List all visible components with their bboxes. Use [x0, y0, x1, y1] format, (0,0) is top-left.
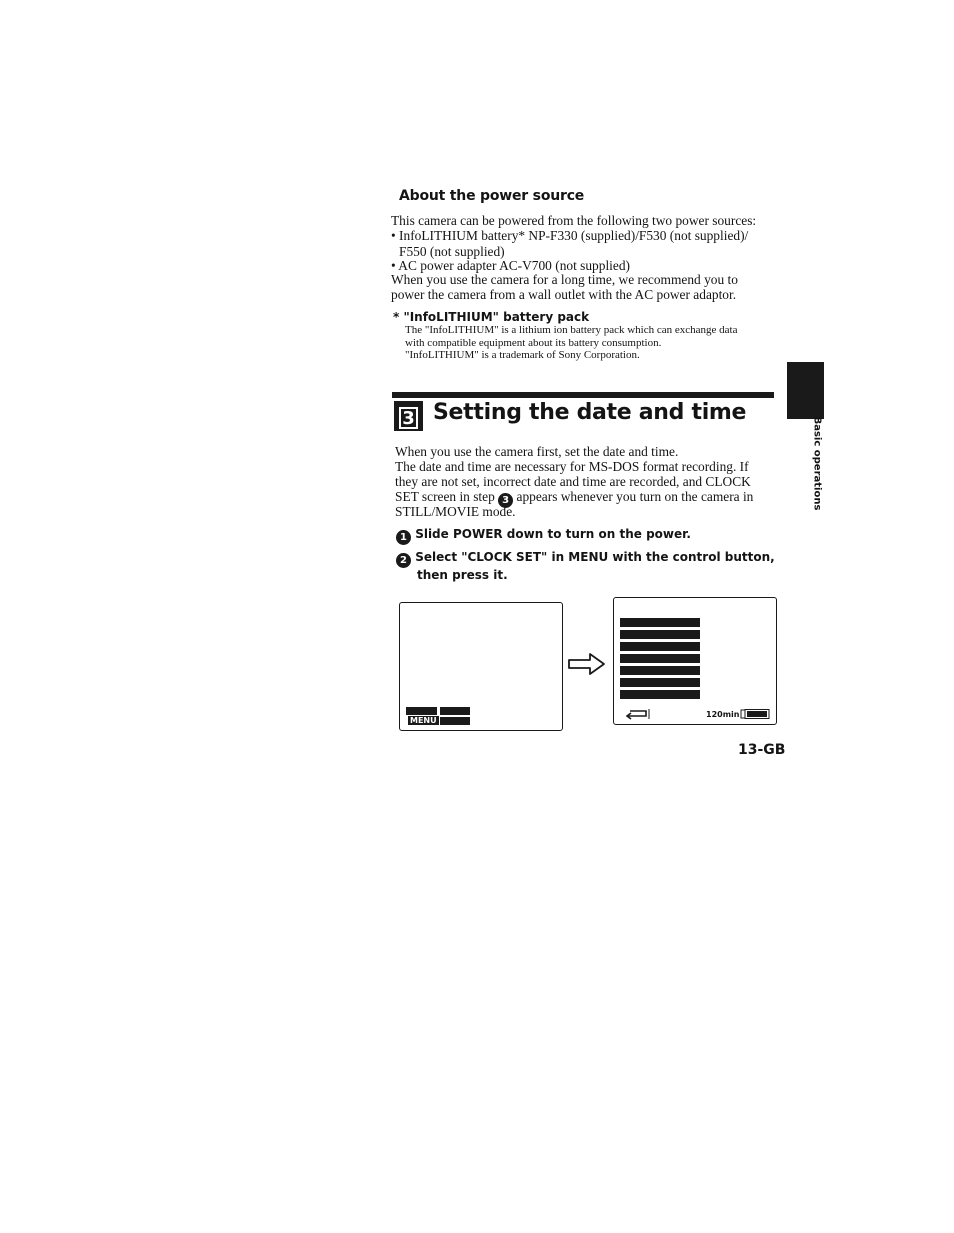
side-tab-label: Basic operations	[811, 416, 823, 511]
power-line-3: F550 (not supplied)	[399, 244, 505, 259]
menu-label: MENU	[410, 716, 437, 725]
step-2-line-2: then press it.	[417, 568, 508, 582]
page-number: 13-GB	[738, 742, 786, 758]
right-arrow-icon	[568, 652, 606, 676]
menu-item-bar	[620, 642, 700, 651]
menu-item-bar	[620, 618, 700, 627]
lcd-screen-before	[399, 602, 563, 731]
power-line-6: power the camera from a wall outlet with the AC power adaptor.	[391, 287, 737, 302]
lcd-screen-menu	[613, 597, 777, 725]
intro-line-2: The date and time are necessary for MS-DOS format recording. If	[395, 459, 749, 474]
menu-item-bar	[620, 690, 700, 699]
menu-item-bar	[620, 630, 700, 639]
section-number-badge: 3	[394, 401, 423, 431]
step-1-text: Slide POWER down to turn on the power.	[415, 527, 691, 541]
step-2-line-1: Select "CLOCK SET" in MENU with the control button,	[415, 550, 775, 564]
section-rule	[392, 392, 774, 398]
footnote-line-2: with compatible equipment about its battery consumption.	[405, 337, 662, 349]
power-line-4: • AC power adapter AC-V700 (not supplied)	[391, 258, 630, 273]
footnote-line-3: "InfoLITHIUM" is a trademark of Sony Corporation.	[405, 349, 640, 361]
return-icon	[624, 708, 652, 720]
menu-indicator-bar	[406, 707, 437, 715]
intro-line-4-end: appears whenever you turn on the camera in	[516, 489, 754, 504]
battery-icon	[740, 709, 770, 719]
menu-indicator-bar	[440, 717, 470, 725]
footnote-line-1: The "InfoLITHIUM" is a lithium ion battery pack which can exchange data	[405, 324, 738, 336]
side-tab-marker	[787, 362, 824, 419]
power-line-5: When you use the camera for a long time, we recommend you to	[391, 272, 738, 287]
power-source-heading: About the power source	[399, 188, 585, 204]
intro-line-5: STILL/MOVIE mode.	[395, 504, 516, 519]
intro-line-1: When you use the camera first, set the date and time.	[395, 444, 679, 459]
step-3-ref-icon: 3	[498, 493, 513, 508]
intro-line-3: they are not set, incorrect date and time are recorded, and CLOCK	[395, 474, 751, 489]
power-line-1: This camera can be powered from the following two power sources:	[391, 213, 757, 228]
step-1	[396, 527, 691, 545]
menu-item-bar	[620, 666, 700, 675]
menu-indicator-bar	[440, 707, 470, 715]
step-2-number-icon: 2	[396, 553, 411, 568]
menu-item-bar	[620, 678, 700, 687]
intro-line-4-start: SET screen in step	[395, 489, 495, 504]
power-line-2: • InfoLITHIUM battery* NP-F330 (supplied)/F530 (not supplied)/	[391, 228, 749, 243]
battery-time: 120min	[706, 710, 740, 719]
section-title: Setting the date and time	[433, 400, 747, 425]
step-1-number-icon: 1	[396, 530, 411, 545]
menu-item-bar	[620, 654, 700, 663]
step-2	[396, 550, 775, 568]
footnote-title: * "InfoLITHIUM" battery pack	[393, 310, 590, 324]
